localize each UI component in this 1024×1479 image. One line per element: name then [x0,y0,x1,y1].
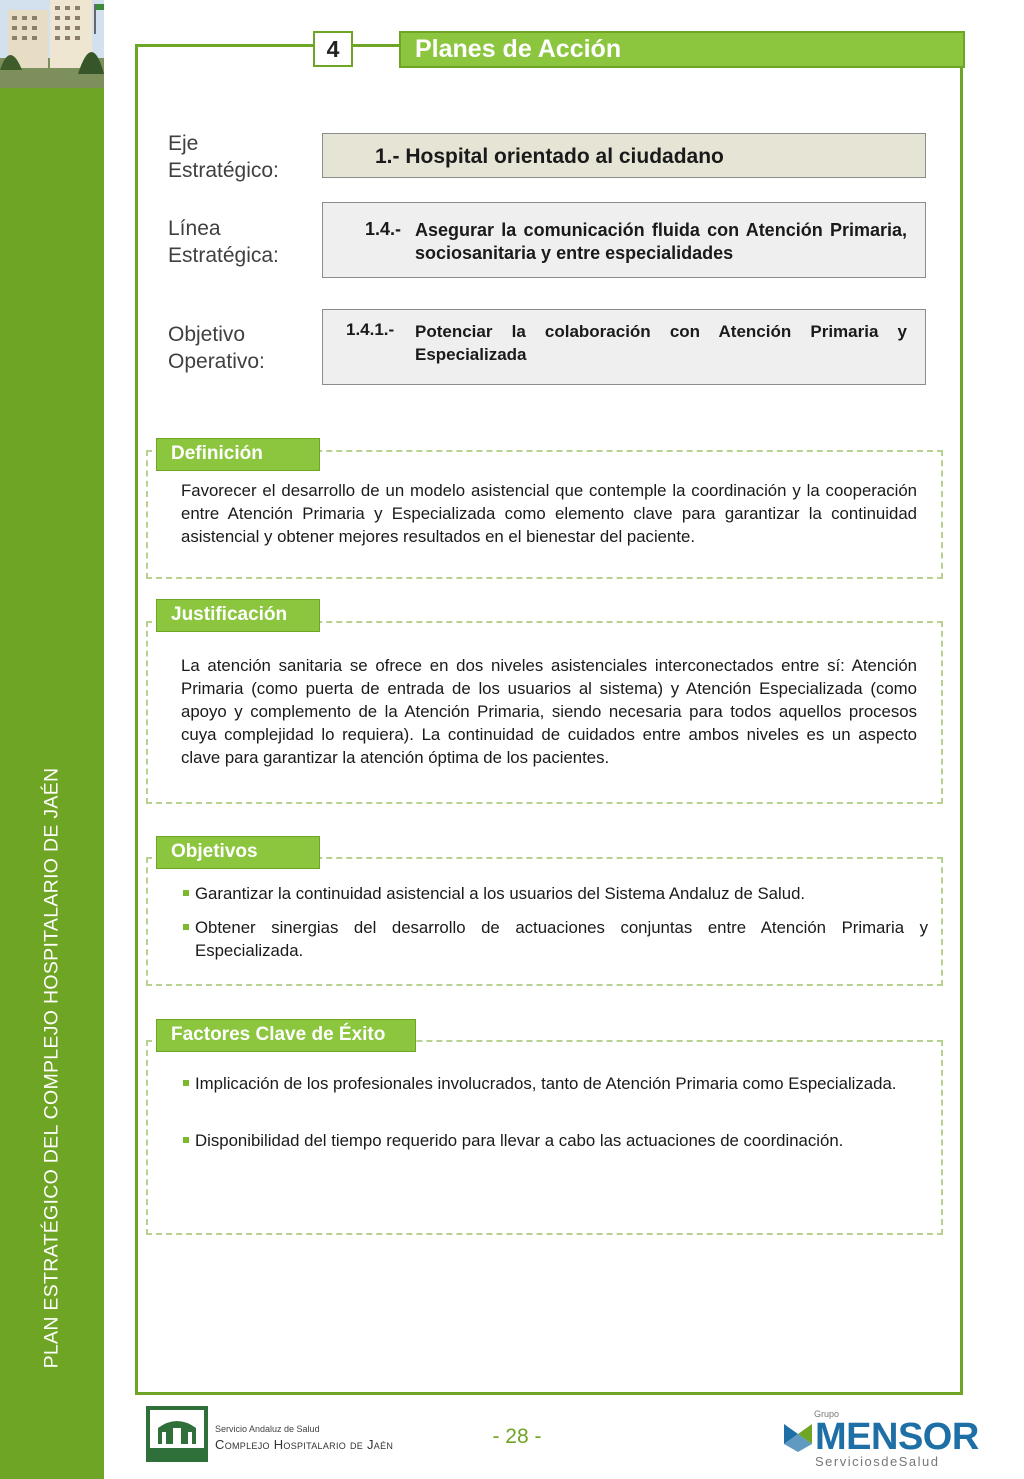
objetivo-operativo-box [322,309,926,385]
bullet-icon [183,1137,189,1143]
eje-label-line1: Eje [168,132,199,155]
factores-item [183,1129,928,1152]
objetivo-operativo-code: 1.4.1.- [346,320,395,339]
eje-box [322,133,926,178]
objetivos-item-text: Garantizar la continuidad asistencial a los usuarios del Sistema Andaluz de Salud. [195,884,806,903]
eje-value: 1.- Hospital orientado al ciudadano [375,145,724,168]
page-number: - 28 - [492,1425,542,1448]
mensor-grupo-label: Grupo [814,1409,840,1419]
sidebar [0,0,104,1479]
objetivos-item-text: Obtener sinergias del desarrollo de actuaciones conjuntas entre Atención Primaria y Especializada. [195,918,928,960]
mensor-logo-text: MENSOR [815,1416,979,1458]
linea-text: Asegurar la comunicación fluida con Atención Primaria, sociosanitaria y entre especialidades [415,220,907,263]
linea-label-line1: Línea [168,217,221,240]
chapter-number: 4 [313,31,353,67]
objetivos-item [183,882,928,905]
objetivo-operativo-label-line1: Objetivo [168,323,246,346]
chapter-header [399,31,965,68]
linea-label-line2: Estratégica: [168,244,279,267]
linea-label [168,215,279,269]
objetivo-operativo-label-line2: Operativo: [168,350,265,373]
objetivo-operativo-label [168,321,265,375]
definicion-text: Favorecer el desarrollo de un modelo asistencial que contemple la coordinación y la cooperación entre Atención Primaria y Especializada como elemento clave para garantizar la continuidad asistencial y obtener mejores resultados en el bienestar del paciente. [181,481,917,546]
mensor-subtitle: ServiciosdeSalud [815,1454,940,1469]
eje-label-line2: Estratégico: [168,159,279,182]
objetivos-title: Objetivos [156,836,320,869]
objetivo-operativo-text: Potenciar la colaboración con Atención Primaria y Especializada [415,322,907,364]
factores-title: Factores Clave de Éxito [156,1019,416,1052]
chapter-title: Planes de Acción [415,35,622,63]
factores-item-text: Implicación de los profesionales involucrados, tanto de Atención Primaria como Especializada. [195,1074,897,1093]
objetivos-item [183,916,928,962]
bullet-icon [183,890,189,896]
sidebar-title: PLAN ESTRATÉGICO DEL COMPLEJO HOSPITALARIO DE JAÉN [40,767,63,1369]
hospital-name: Complejo Hospitalario de Jaén [215,1437,394,1452]
definicion-title: Definición [156,438,320,471]
bullet-icon [183,1080,189,1086]
justificacion-title: Justificación [156,599,320,632]
linea-box [322,202,926,278]
factores-item-text: Disponibilidad del tiempo requerido para llevar a cabo las actuaciones de coordinación. [195,1131,844,1150]
bullet-icon [183,924,189,930]
factores-item [183,1072,928,1095]
hospital-photo [0,0,104,88]
linea-code: 1.4.- [365,219,402,239]
eje-label [168,130,279,184]
justificacion-text: La atención sanitaria se ofrece en dos niveles asistenciales interconectados entre sí: Atención Primaria (como puerta de entrada de los usuarios al sistema) y Atención Especializada (como apoyo y complemento de la Atención Primaria, siendo necesaria para todos aquellos procesos cuya complejidad lo requiera). La continuidad de cuidados entre ambos niveles es un aspecto clave para garantizar la atención óptima de los pacientes. [181,656,917,767]
sas-name: Servicio Andaluz de Salud [215,1424,320,1434]
junta-andalucia-logo [146,1406,208,1462]
mensor-logo-icon [782,1420,814,1454]
